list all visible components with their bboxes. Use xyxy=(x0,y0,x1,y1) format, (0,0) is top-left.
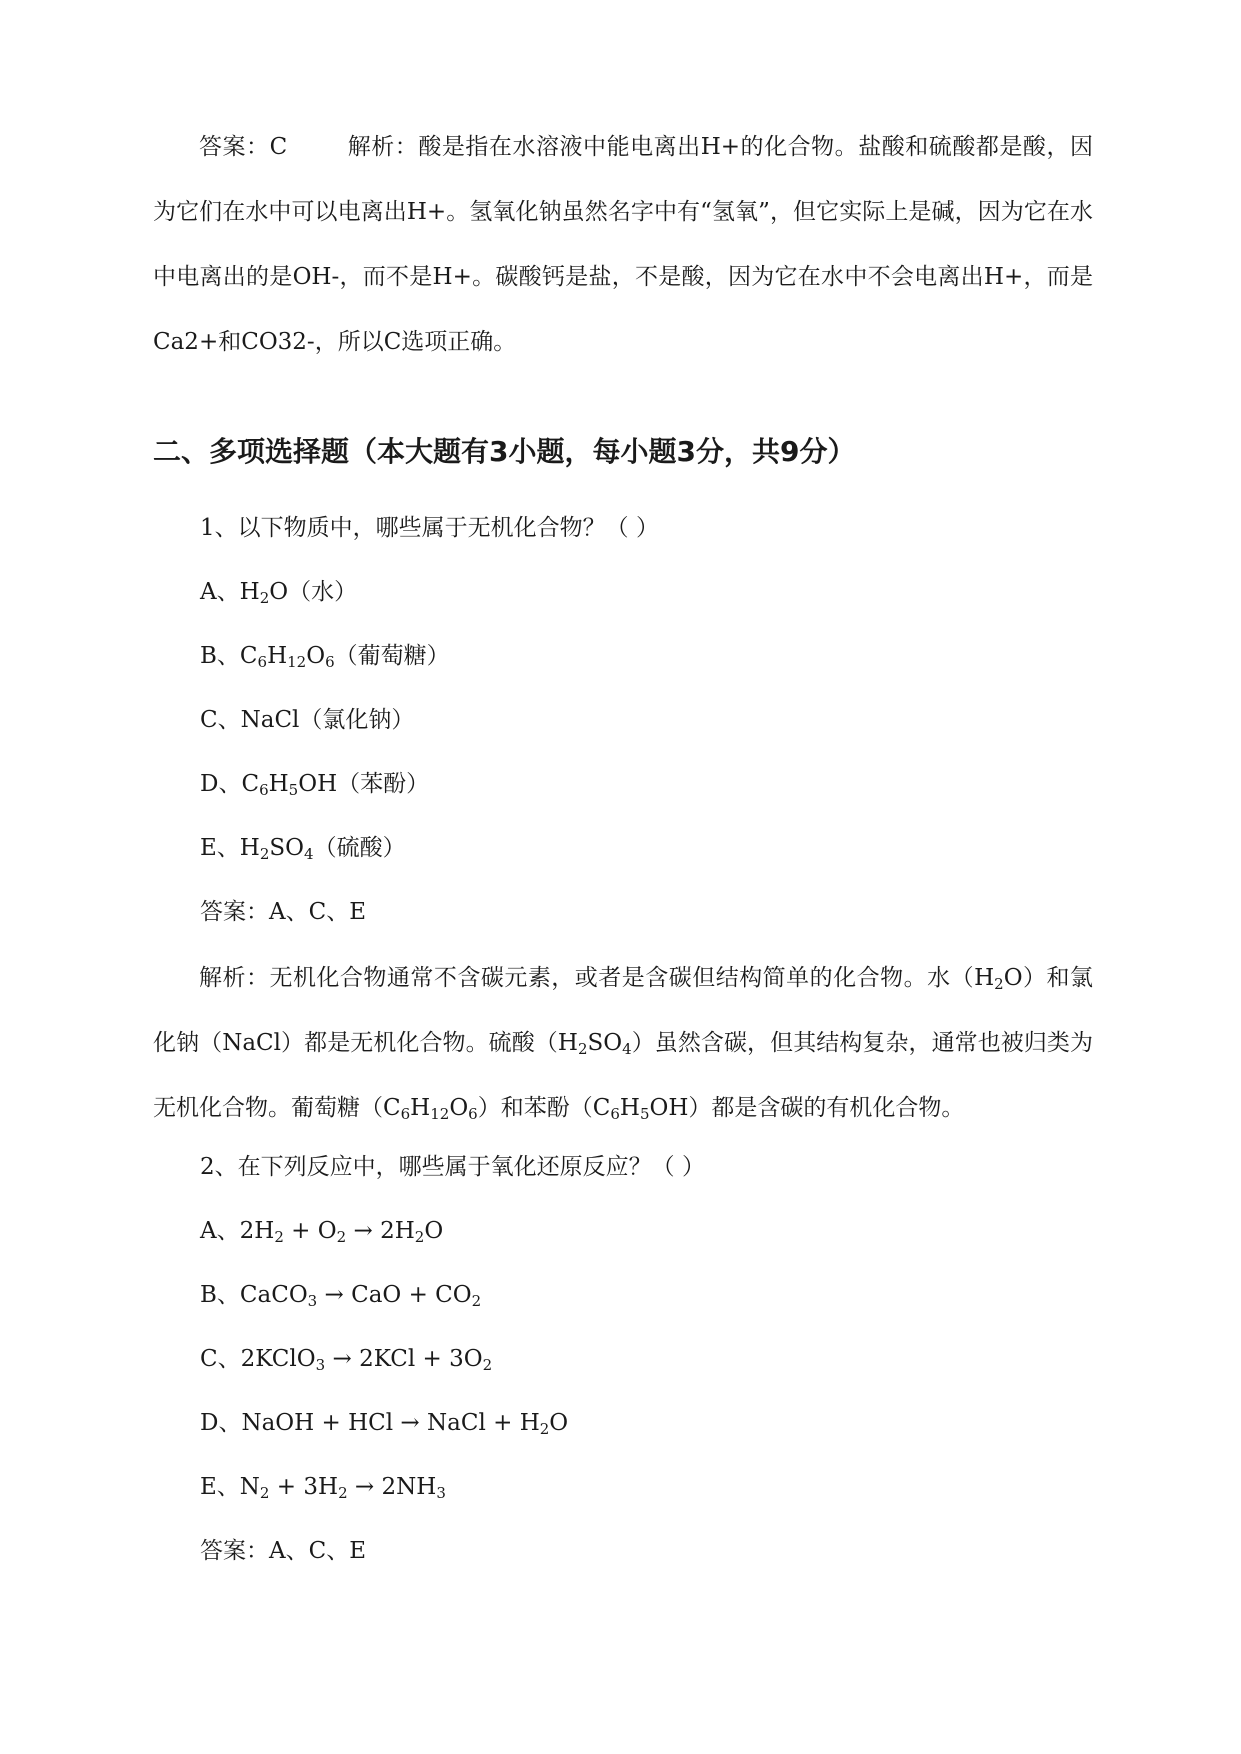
answer-text: 答案：C xyxy=(199,134,288,160)
analysis-text: 解析：酸是指在水溶液中能电离出H+的化合物。盐酸和硫酸都是酸，因为它们在水中可以电离出H+。氢氧化钠虽然名字中有“氢氧”，但它实际上是碱，因为它在水中电离出的是OH-，而不是H+。碳酸钙是盐，不是酸，因为它在水中不会电离出H+，而是Ca2+和CO32-，所以C选项正确。 xyxy=(153,134,1093,355)
section-heading: 二、多项选择题（本大题有3小题，每小题3分，共9分） xyxy=(153,435,856,468)
q1-answer: 答案：A、C、E xyxy=(200,899,366,925)
q2-answer: 答案：A、C、E xyxy=(200,1538,366,1564)
q1-option-a: A、$H_2O$（水） xyxy=(200,579,358,607)
q2-option-d: D、NaOH + HCl → NaCl + $H_2O$ xyxy=(200,1410,569,1438)
q2-option-c: C、2KClO$_3$ → $2KCl + 3O_2$ xyxy=(200,1346,493,1374)
q-previous-answer-analysis xyxy=(153,115,1093,375)
q1-option-b: B、$C_6H_{12}O_6$（葡萄糖） xyxy=(200,643,450,671)
q2-option-a: A、$2H_2 + O_2 \to 2H_2O$ xyxy=(200,1218,444,1246)
q2-stem: 2、在下列反应中，哪些属于氧化还原反应？（ ） xyxy=(200,1154,705,1180)
q1-option-e: E、$H_2SO_4$（硫酸） xyxy=(200,835,406,863)
q1-analysis: 解析：无机化合物通常不含碳元素，或者是含碳但结构简单的化合物。水$(H_2O)$和氯化钠（NaCl）都是无机化合物。硫酸$(H_2SO_4)$虽然含碳，但其结构复杂，通常也被归类为无机化合物。葡萄糖$(C_6H_{12}O_6)$和苯酚$(C_6H_5OH)$都是含碳的有机化合物。 xyxy=(153,965,1094,1123)
q1-option-d: D、$C_6H_5OH$（苯酚） xyxy=(200,771,430,799)
q2-option-e: E、$N_2 + 3H_2 \to 2NH_3$ xyxy=(200,1474,446,1502)
q2-option-b: B、CaCO$_3$ → CaO + $CO_2$ xyxy=(200,1282,482,1310)
q1-option-c: C、NaCl（氯化钠） xyxy=(200,707,415,733)
q1-stem: 1、以下物质中，哪些属于无机化合物？（ ） xyxy=(200,515,659,541)
